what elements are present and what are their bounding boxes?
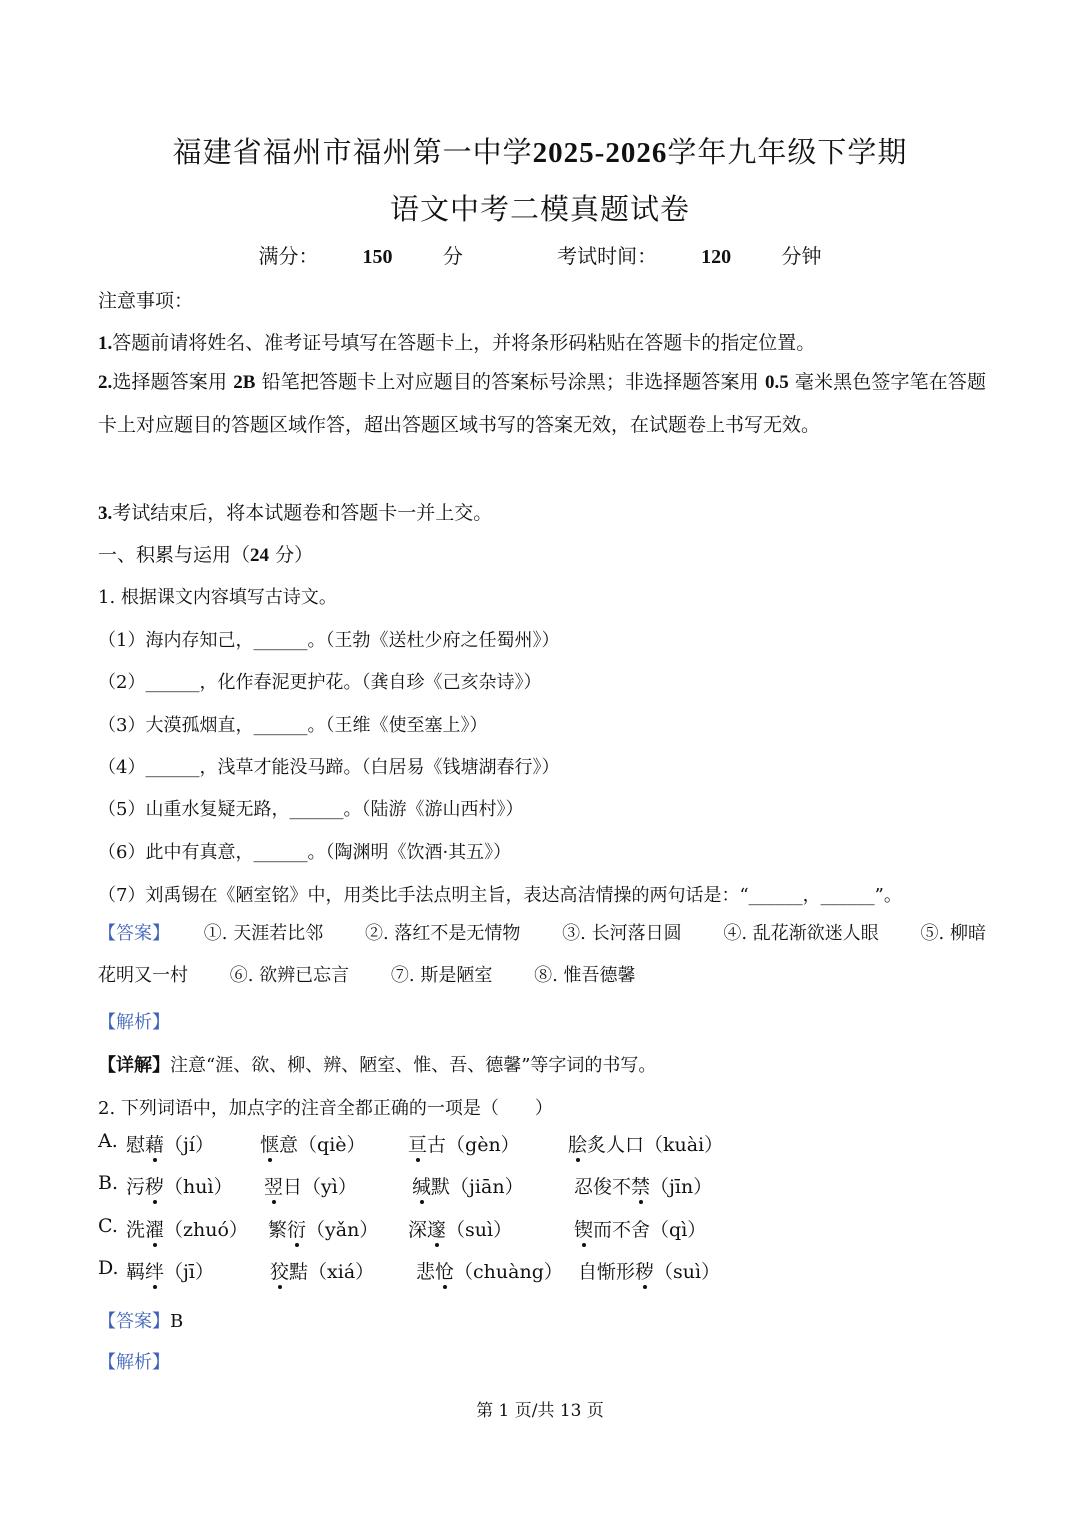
- question-1-stem: 1. 根据课文内容填写古诗文。: [98, 587, 337, 608]
- q2-option-c-letter: C.: [98, 1215, 118, 1237]
- q1-item-6: （6）此中有真意，______。（陶渊明《饮酒·其五》）: [98, 842, 512, 863]
- q2-answer: 【答案】B: [98, 1311, 184, 1332]
- q2-option-b-word4: 忍俊不禁（jīn）: [574, 1176, 713, 1198]
- q1-item-7: （7）刘禹锡在《陋室铭》中，用类比手法点明主旨，表达高洁情操的两句话是：“______，______”。: [98, 885, 902, 906]
- q2-option-c-word3: 深邃（suì）: [408, 1219, 513, 1241]
- notice-item-2: 2.选择题答案用 2B 铅笔把答题卡上对应题目的答案标号涂黑；非选择题答案用 0.5 毫米黑色签字笔在答题卡上对应题目的答题区域作答，超出答题区域书写的答案无效，在试题卷上书写无效。: [98, 371, 986, 436]
- notice-item-1: 1.答题前请将姓名、准考证号填写在答题卡上，并将条形码粘贴在答题卡的指定位置。: [98, 332, 816, 354]
- q2-option-c-word2: 繁衍（yǎn）: [268, 1219, 379, 1241]
- q1-detail: 【详解】注意“涯、欲、柳、辨、陋室、惟、吾、德馨”等字词的书写。: [98, 1055, 657, 1076]
- exam-title-line1: [0, 130, 1080, 171]
- q2-option-b-word3: 缄默（jiān）: [412, 1176, 524, 1198]
- q1-item-2: （2）______，化作春泥更护花。（龚自珍《己亥杂诗》）: [98, 672, 542, 693]
- q2-option-b-word1: 污秽（huì）: [126, 1176, 233, 1198]
- q2-option-d-word4: 自惭形秽（suì）: [578, 1261, 721, 1283]
- q1-item-4: （4）______，浅草才能没马蹄。（白居易《钱塘湖春行》）: [98, 757, 560, 778]
- answer-label: 【答案】: [98, 923, 171, 944]
- title-year: 2025-2026: [532, 137, 668, 169]
- q1-answer: 【答案】 ①. 天涯若比邻 ②. 落红不是无情物 ③. 长河落日圆 ④. 乱花渐欲迷人眼 ⑤. 柳暗花明又一村 ⑥. 欲辨已忘言 ⑦. 斯是陋室 ⑧. 惟吾德馨: [98, 923, 986, 986]
- title-school: 福建省福州市福州第一中学: [172, 135, 533, 169]
- q2-option-d-letter: D.: [98, 1257, 119, 1279]
- section-1-heading: 一、积累与运用（24 分）: [98, 544, 314, 566]
- q2-analysis-label: 【解析】: [98, 1352, 170, 1373]
- q2-option-a-word2: 惬意（qiè）: [260, 1134, 366, 1156]
- full-score: 满分： 150 分: [258, 244, 463, 268]
- q2-option-b-letter: B.: [98, 1172, 119, 1194]
- exam-title-line2: 语文中考二模真题试卷: [389, 192, 690, 226]
- q1-item-3: （3）大漠孤烟直，______。（王维《使至塞上》）: [98, 715, 488, 736]
- q2-option-d-word3: 悲怆（chuàng）: [416, 1261, 563, 1283]
- q2-option-a-word4: 脍炙人口（kuài）: [568, 1134, 724, 1156]
- q1-analysis-label: 【解析】: [98, 1012, 170, 1033]
- q2-option-d-word1: 羁绊（jī）: [126, 1261, 214, 1283]
- exam-time: 考试时间： 120 分钟: [557, 244, 822, 268]
- q2-option-d-word2: 狡黠（xiá）: [270, 1261, 375, 1283]
- q2-option-c-word4: 锲而不舍（qì）: [574, 1219, 707, 1241]
- q2-option-b-word2: 翌日（yì）: [264, 1176, 357, 1198]
- question-2-stem: 2. 下列词语中，加点字的注音全都正确的一项是（ ）: [98, 1098, 553, 1119]
- q2-option-a-word1: 慰藉（jí）: [126, 1134, 214, 1156]
- page-footer: 第 1 页/共 13 页: [476, 1401, 604, 1421]
- q2-option-c-word1: 洗濯（zhuó）: [126, 1219, 248, 1241]
- notice-item-3: 3.考试结束后，将本试题卷和答题卡一并上交。: [98, 502, 493, 524]
- q1-item-1: （1）海内存知己，______。（王勃《送杜少府之任蜀州》）: [98, 630, 560, 651]
- q2-option-a-letter: A.: [98, 1130, 118, 1152]
- notice-heading: 注意事项：: [98, 290, 194, 312]
- exam-meta: [0, 240, 1080, 269]
- q2-option-a-word3: 亘古（gèn）: [408, 1134, 520, 1156]
- title-term: 学年九年级下学期: [667, 135, 908, 169]
- q1-item-5: （5）山重水复疑无路，______。（陆游《游山西村》）: [98, 799, 524, 820]
